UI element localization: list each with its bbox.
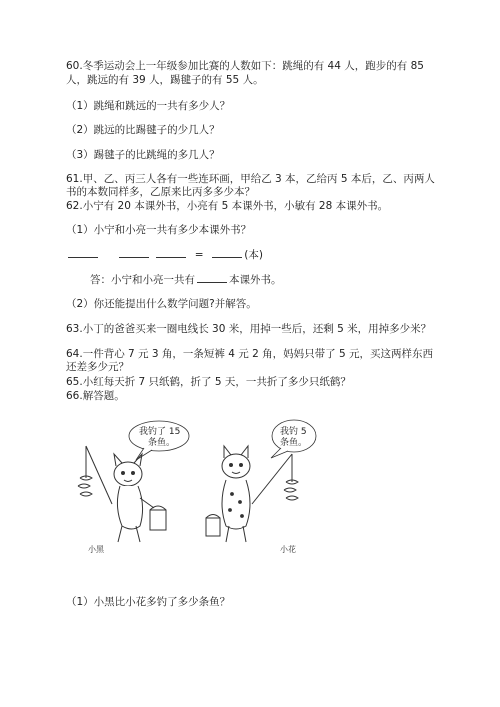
q66-line1: 66.解答题。 [66, 390, 125, 402]
q60-sub3: （3）踢毽子的比跳绳的多几人？ [66, 149, 220, 161]
right-cat [206, 446, 298, 542]
left-speech-bubble [129, 421, 189, 460]
q63-line1: 63.小丁的爸爸买来一圈电线长 30 米，用掉一些后，还剩 5 米，用掉多少米？ [66, 323, 432, 335]
fishing-cats-illustration [66, 418, 336, 568]
name-left: 小黑 [88, 545, 104, 554]
answer-suffix: 本课外书。 [229, 274, 282, 286]
equation-blank-3[interactable] [156, 248, 186, 258]
answer-prefix: 答：小宁和小亮一共有 [90, 274, 195, 286]
equation-blank-4[interactable] [212, 248, 242, 258]
q62-sub1: （1）小宁和小亮一共有多少本课外书？ [66, 224, 252, 236]
right-fishing-rod [252, 454, 292, 504]
bubble-left-line1: 我钓了 15 [139, 427, 181, 437]
left-fish-string [78, 476, 92, 496]
equation-unit: (本) [244, 249, 263, 261]
q60-line2: 人，跳远的有 39 人，踢毽子的有 55 人。 [66, 74, 264, 86]
q64-line1: 64.一件背心 7 元 3 角，一条短裤 4 元 2 角，妈妈只带了 5 元，买这两样东西 [66, 348, 433, 360]
bubble-left-line2: 条鱼。 [148, 438, 176, 448]
right-speech-bubble [271, 420, 316, 458]
q62-answer [90, 273, 282, 287]
equation-equals: = [194, 249, 204, 261]
q65-line1: 65.小红每天折 7 只纸鹤，折了 5 天，一共折了多少只纸鹤？ [66, 376, 351, 388]
name-right: 小花 [280, 545, 296, 554]
q61-line2: 书的本数同样多，乙原来比丙多多少本？ [66, 186, 255, 198]
q62-line1: 62.小宁有 20 本课外书，小亮有 5 本课外书，小敏有 28 本课外书。 [66, 200, 389, 212]
equation-blank-2[interactable] [119, 248, 149, 258]
q62-sub2: （2）你还能提出什么数学问题?并解答。 [66, 298, 257, 310]
bubble-right-line2: 条鱼。 [280, 438, 308, 448]
q62-equation [66, 248, 263, 262]
left-cat [78, 446, 166, 542]
bubble-right-line1: 我钓 5 [280, 427, 307, 437]
q60-sub2: （2）跳远的比踢毽子的少几人？ [66, 124, 220, 136]
equation-blank-1[interactable] [68, 248, 98, 258]
q60-sub1: （1）跳绳和跳远的一共有多少人？ [66, 100, 231, 112]
answer-blank[interactable] [197, 273, 227, 283]
q66-sub1: （1）小黑比小花多钓了多少条鱼？ [66, 596, 231, 608]
q61-line1: 61.甲、乙、丙三人各有一些连环画，甲给乙 3 本，乙给丙 5 本后，乙、丙两人 [66, 173, 435, 185]
right-fish-string [284, 480, 298, 500]
q64-line2: 还差多少元？ [66, 361, 129, 373]
q60-line1: 60.冬季运动会上一年级参加比赛的人数如下：跳绳的有 44 人，跑步的有 85 [66, 60, 424, 72]
